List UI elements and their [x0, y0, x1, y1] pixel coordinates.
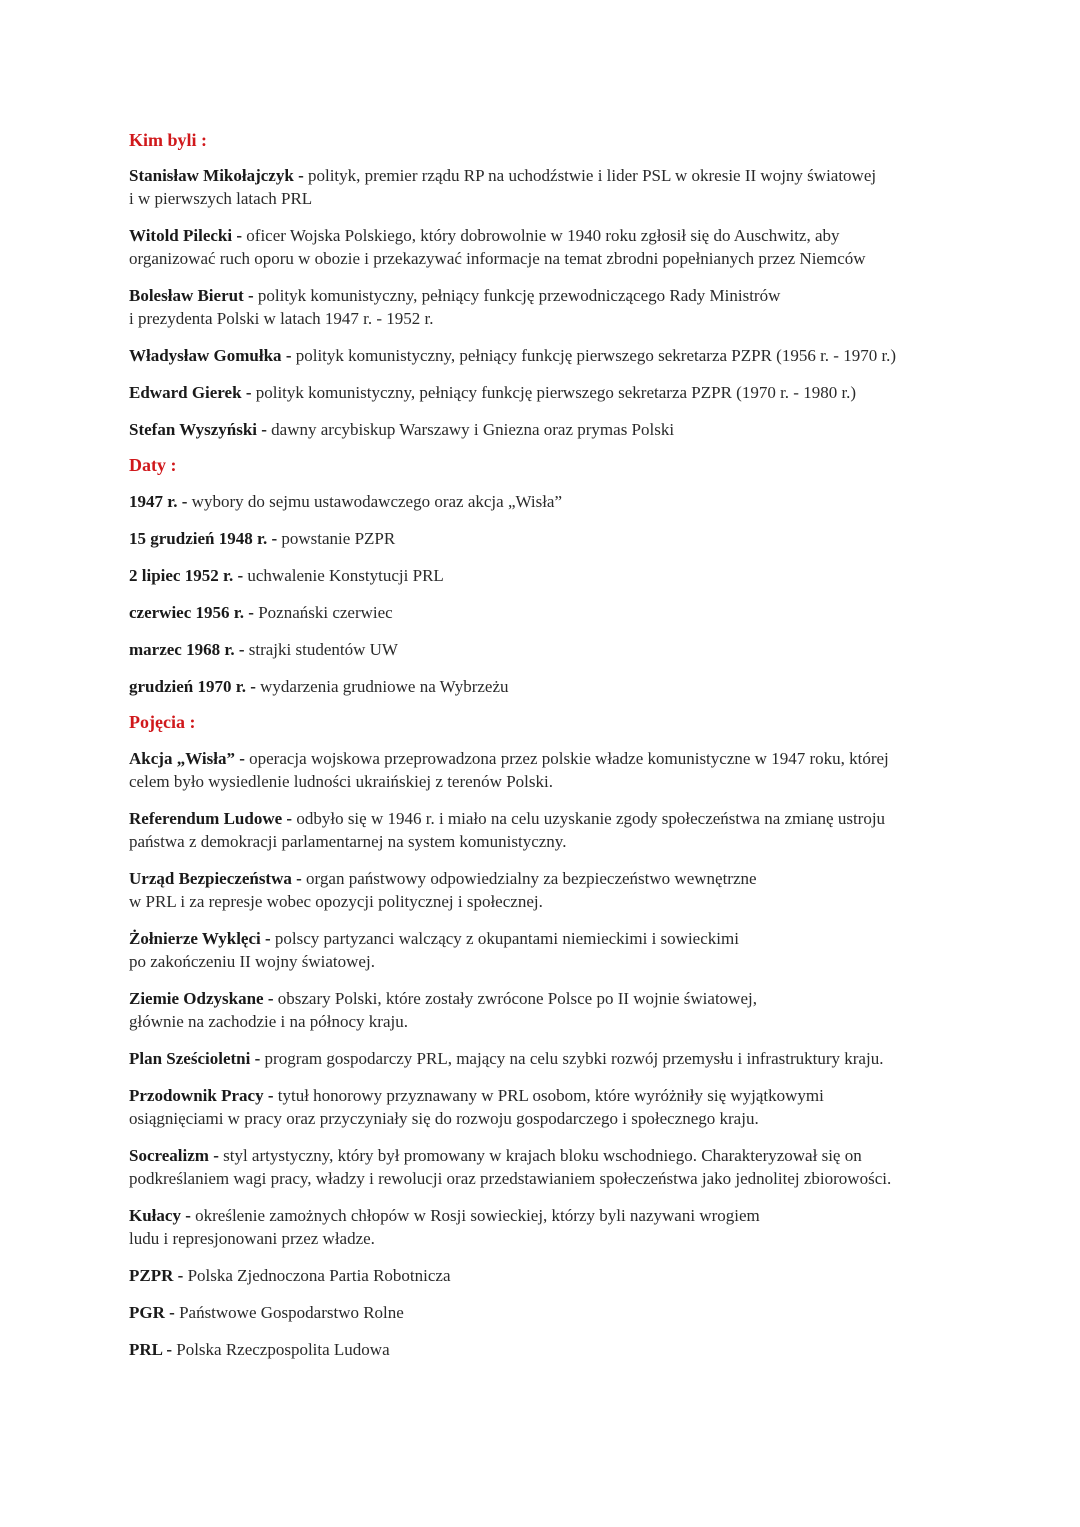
entry-term: Akcja „Wisła”: [129, 749, 235, 768]
entry-description-continued: po zakończeniu II wojny światowej.: [129, 952, 375, 971]
entry-description-continued: i prezydenta Polski w latach 1947 r. - 1952 r.: [129, 309, 434, 328]
entry-term: marzec 1968 r.: [129, 640, 235, 659]
entry: [129, 867, 959, 913]
section-title: Kim byli :: [129, 130, 208, 150]
entry: [129, 987, 959, 1033]
entry: [129, 490, 959, 513]
entry-separator: -: [243, 286, 258, 305]
entry-separator: -: [233, 566, 248, 585]
entry-separator: -: [260, 929, 275, 948]
entry: [129, 1047, 959, 1070]
entry-separator: -: [293, 166, 308, 185]
entry: [129, 164, 959, 210]
entry-description: strajki studentów UW: [248, 640, 398, 659]
entry-description: uchwalenie Konstytucji PRL: [247, 566, 444, 585]
entry-term: Władysław Gomułka: [129, 346, 282, 365]
entry: [129, 224, 959, 270]
entry-term: Witold Pilecki: [129, 226, 233, 245]
entry-separator: -: [250, 1049, 265, 1068]
entry-description-continued: państwa z demokracji parlamentarnej na system komunistyczny.: [129, 832, 567, 851]
entry-term: Urząd Bezpieczeństwa: [129, 869, 292, 888]
entry-separator: -: [267, 529, 282, 548]
section-title: Pojęcia :: [129, 712, 196, 732]
entry: [129, 601, 959, 624]
entry-term: Żołnierze Wyklęci: [129, 929, 261, 948]
entry-separator: -: [162, 1340, 177, 1359]
entry-description-continued: podkreślaniem wagi pracy, władzy i rewolucji oraz przedstawianiem społeczeństwa jako jednolitej zbiorowości.: [129, 1169, 892, 1188]
entry-term: 15 grudzień 1948 r.: [129, 529, 268, 548]
entry-description: powstanie PZPR: [281, 529, 396, 548]
entry-description-continued: organizować ruch oporu w obozie i przekazywać informacje na temat zbrodni popełnianych przez Niemców: [129, 249, 866, 268]
entry-description: Polska Zjednoczona Partia Robotnicza: [187, 1266, 451, 1285]
entry-separator: -: [282, 809, 297, 828]
entry: [129, 1144, 959, 1190]
entry-description: tytuł honorowy przyznawany w PRL osobom, które wyróżniły się wyjątkowymi: [277, 1086, 824, 1105]
entry-term: Edward Gierek: [129, 383, 242, 402]
entry-description-continued: głównie na zachodzie i na północy kraju.: [129, 1012, 408, 1031]
entry-description-continued: ludu i represjonowani przez władze.: [129, 1229, 375, 1248]
entry: [129, 1338, 959, 1361]
entry-term: Referendum Ludowe: [129, 809, 283, 828]
entry: [129, 927, 959, 973]
entry-description: oficer Wojska Polskiego, który dobrowolnie w 1940 roku zgłosił się do Auschwitz, aby: [246, 226, 840, 245]
entry-term: czerwiec 1956 r.: [129, 603, 245, 622]
entry: [129, 1204, 959, 1250]
entry-description: Państwowe Gospodarstwo Rolne: [179, 1303, 404, 1322]
entry: [129, 747, 959, 793]
entry-separator: -: [180, 1206, 196, 1225]
entry-description: operacja wojskowa przeprowadzona przez polskie władze komunistyczne w 1947 roku, której: [249, 749, 889, 768]
entry-separator: -: [281, 346, 296, 365]
entry-description-continued: w PRL i za represje wobec opozycji politycznej i społecznej.: [129, 892, 543, 911]
entry: [129, 1301, 959, 1324]
entry: [129, 381, 959, 404]
entry-description: organ państwowy odpowiedzialny za bezpieczeństwo wewnętrzne: [306, 869, 757, 888]
entry-separator: -: [177, 492, 192, 511]
entry-term: Plan Sześcioletni: [129, 1049, 251, 1068]
entry-description: polityk, premier rządu RP na uchodźstwie i lider PSL w okresie II wojny światowej: [307, 166, 877, 185]
entry-term: Bolesław Bierut: [129, 286, 244, 305]
entry-separator: -: [245, 677, 261, 696]
entry-term: Socrealizm: [129, 1146, 209, 1165]
entry-term: PRL: [129, 1340, 163, 1359]
entry: [129, 638, 959, 661]
document-page: [129, 128, 959, 1361]
entry-separator: -: [263, 989, 278, 1008]
entry: [129, 284, 959, 330]
entry: [129, 1264, 959, 1287]
entry-description: styl artystyczny, który był promowany w krajach bloku wschodniego. Charakteryzował się on: [223, 1146, 862, 1165]
entry-description: program gospodarczy PRL, mający na celu szybki rozwój przemysłu i infrastruktury kraju.: [264, 1049, 884, 1068]
entry-separator: -: [234, 749, 250, 768]
entry-separator: -: [244, 603, 259, 622]
entry-separator: -: [263, 1086, 278, 1105]
entry-description: dawny arcybiskup Warszawy i Gniezna oraz prymas Polski: [271, 420, 675, 439]
entry-term: Przodownik Pracy: [129, 1086, 264, 1105]
entry-separator: -: [164, 1303, 180, 1322]
entry-term: grudzień 1970 r.: [129, 677, 246, 696]
entry-description: Poznański czerwiec: [258, 603, 393, 622]
entry-description: polityk komunistyczny, pełniący funkcję przewodniczącego Rady Ministrów: [257, 286, 781, 305]
entry: [129, 564, 959, 587]
entry-description: polscy partyzanci walczący z okupantami niemieckimi i sowieckimi: [274, 929, 739, 948]
entry-description-continued: celem było wysiedlenie ludności ukraińskiej z terenów Polski.: [129, 772, 553, 791]
entry-term: PZPR: [129, 1266, 174, 1285]
entry-separator: -: [257, 420, 272, 439]
entry-description: polityk komunistyczny, pełniący funkcję pierwszego sekretarza PZPR (1956 r. - 1970 r.): [295, 346, 897, 365]
entry: [129, 1084, 959, 1130]
entry-term: PGR: [129, 1303, 165, 1322]
entry-description: wydarzenia grudniowe na Wybrzeżu: [260, 677, 509, 696]
entry-term: Stefan Wyszyński: [129, 420, 257, 439]
entry: [129, 807, 959, 853]
entry-description: Polska Rzeczpospolita Ludowa: [176, 1340, 390, 1359]
entry-term: Ziemie Odzyskane: [129, 989, 264, 1008]
entry-separator: -: [232, 226, 247, 245]
entry-description: polityk komunistyczny, pełniący funkcję pierwszego sekretarza PZPR (1970 r. - 1980 r.): [255, 383, 857, 402]
entry-separator: -: [234, 640, 249, 659]
entry: [129, 344, 959, 367]
entry-description: wybory do sejmu ustawodawczego oraz akcja „Wisła”: [191, 492, 563, 511]
entry-description: określenie zamożnych chłopów w Rosji sowieckiej, którzy byli nazywani wrogiem: [195, 1206, 760, 1225]
entry-term: 1947 r.: [129, 492, 178, 511]
entry-description: obszary Polski, które zostały zwrócone Polsce po II wojnie światowej,: [277, 989, 757, 1008]
entry: [129, 418, 959, 441]
entry-term: 2 lipiec 1952 r.: [129, 566, 234, 585]
entry-description-continued: osiągnięciami w pracy oraz przyczyniały się do rozwoju gospodarczego i społecznego kraju.: [129, 1109, 759, 1128]
entry-description-continued: i w pierwszych latach PRL: [129, 189, 313, 208]
entry-term: Kułacy: [129, 1206, 181, 1225]
entry: [129, 675, 959, 698]
entry-separator: -: [291, 869, 307, 888]
entry: [129, 527, 959, 550]
entry-separator: -: [173, 1266, 188, 1285]
entry-separator: -: [208, 1146, 224, 1165]
section-title: Daty :: [129, 455, 177, 475]
entry-term: Stanisław Mikołajczyk: [129, 166, 294, 185]
entry-separator: -: [241, 383, 256, 402]
entry-description: odbyło się w 1946 r. i miało na celu uzyskanie zgody społeczeństwa na zmianę ustroju: [296, 809, 886, 828]
